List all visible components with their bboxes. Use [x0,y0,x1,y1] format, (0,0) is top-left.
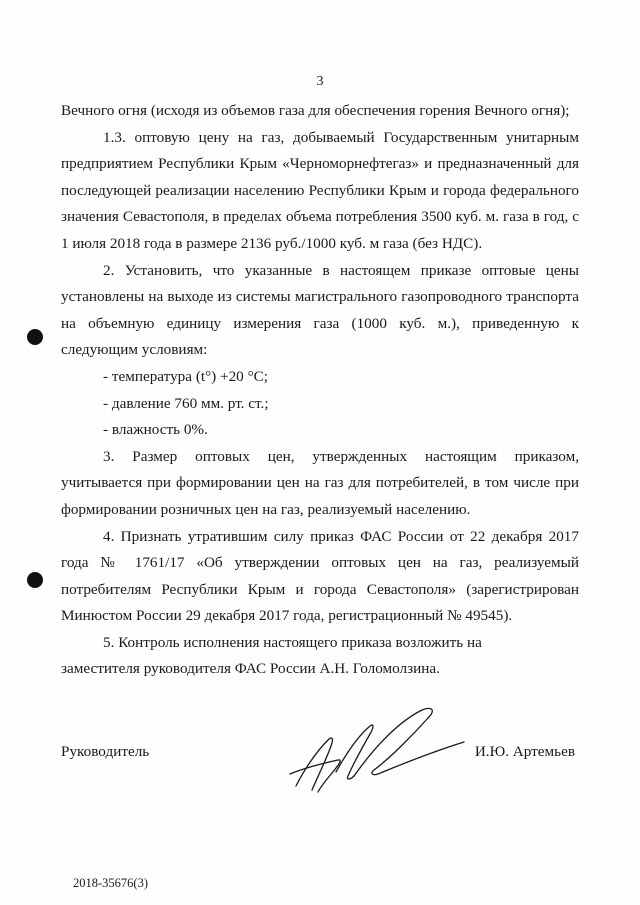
condition-temperature: - температура (t°) +20 °С; [103,367,268,385]
paragraph-5-rest: заместителя руководителя ФАС России А.Н. Голомолзина. [61,660,440,678]
signer-title: Руководитель [61,743,150,760]
page-number: 3 [316,74,324,89]
paragraph-4: 4. Признать утратившим силу приказ ФАС России от 22 декабря 2017 года № 1761/17 «Об утверждении оптовых цен на газ, реализуемый потребителям Республики Крым и города Севастополя» (зарегистрирован Минюстом России 29 декабря 2017 года, регистрационный № 49545). [61,527,579,625]
punch-hole-top-icon [27,329,43,345]
document-body [61,98,579,683]
signer-name: И.Ю. Артемьев [474,743,575,760]
paragraph-2: 2. Установить, что указанные в настоящем приказе оптовые цены установлены на выходе из системы магистрального газопроводного транспорта на объемную единицу измерения газа (1000 куб. м.), приведенную к следующим условиям: [61,261,579,359]
paragraph-3: 3. Размер оптовых цен, утвержденных настоящим приказом, учитывается при формировании цен на газ для потребителей, в том числе при формировании розничных цен на газ, реализуемый населению. [61,447,579,518]
paragraph-continuation: Вечного огня (исходя из объемов газа для обеспечения горения Вечного огня); [61,102,570,119]
document-id: 2018-35676(3) [73,876,148,890]
handwritten-signature-icon [282,700,472,800]
paragraph-5-first-line: 5. Контроль исполнения настоящего приказа возложить на [103,633,482,651]
punch-hole-bottom-icon [27,572,43,588]
condition-humidity: - влажность 0%. [103,421,208,439]
condition-pressure: - давление 760 мм. рт. ст.; [103,394,269,412]
paragraph-1-3: 1.3. оптовую цену на газ, добываемый Государственным унитарным предприятием Республики Крым «Черноморнефтегаз» и предназначенный для последующей реализации населению Республики Крым и города федерального значения Севастополя, в пределах объема потребления 3500 куб. м. газа в год, с 1 июля 2018 года в размере 2136 руб./1000 куб. м газа (без НДС). [61,128,579,252]
